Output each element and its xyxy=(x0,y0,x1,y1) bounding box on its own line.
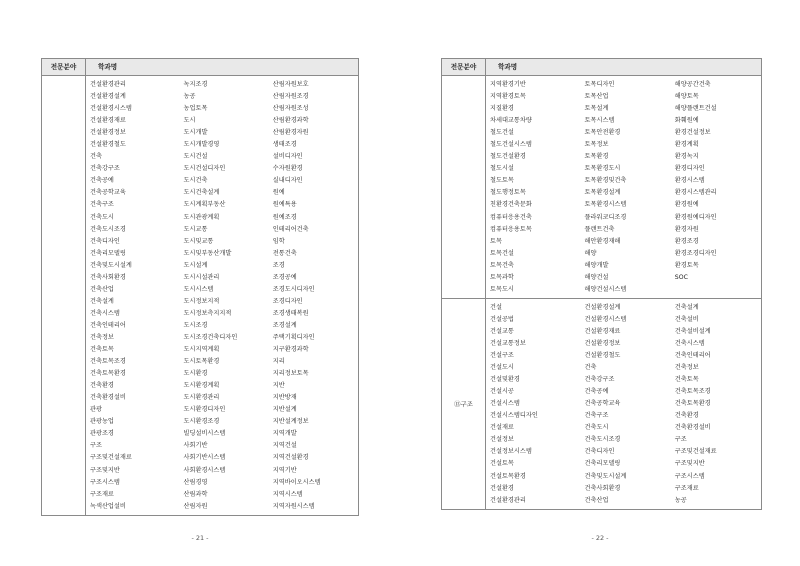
major-name: 건설및환경 xyxy=(490,376,520,384)
major-name: 농공 xyxy=(674,496,687,504)
major-name: 지리 xyxy=(272,358,285,366)
major-column xyxy=(581,79,671,296)
major-name: 토목환경 xyxy=(584,153,609,161)
major-name: 건설환경관리 xyxy=(490,496,526,504)
major-name: 철도건설환경 xyxy=(490,153,526,161)
major-name: 플랜트건축 xyxy=(584,225,615,233)
major-name: 임학 xyxy=(272,237,285,245)
major-name: 건축환경 xyxy=(674,412,699,420)
major-name: 도시및부동산개발 xyxy=(183,249,232,257)
major-name: 지역건설환경 xyxy=(272,454,309,462)
major-name: 도시지역계획 xyxy=(183,346,220,354)
major-name: 토목안전환경 xyxy=(584,129,621,137)
major-name: 도시및교통 xyxy=(183,237,214,245)
major-name: 해양건설 xyxy=(584,273,609,281)
major-name: 건축환경설비 xyxy=(90,394,126,402)
major-name: 해안환경재해 xyxy=(584,237,621,245)
major-name: 도시토목환경 xyxy=(183,358,220,366)
field-cell-structure: ⑬구조 xyxy=(442,298,486,509)
major-name: 건축환경 xyxy=(90,382,114,390)
major-name: 건축인테리어 xyxy=(674,352,711,360)
major-name: 수자원환경 xyxy=(272,165,303,173)
major-name: 토목과학 xyxy=(490,273,514,281)
major-name: 인테리어건축 xyxy=(272,225,309,233)
major-name: 녹색산업설비 xyxy=(90,502,126,510)
major-name: 건설환경시스템 xyxy=(584,315,627,323)
major-name: 해양 xyxy=(584,249,597,257)
major-name: 지역시스템 xyxy=(272,490,303,498)
major-name: 차세대교통차량 xyxy=(490,117,532,125)
major-name: 해양토목 xyxy=(674,93,699,101)
major-name: 컴퓨터응용건축 xyxy=(490,213,532,221)
major-name: 지구환경과학 xyxy=(272,346,309,354)
major-name: 관광조경 xyxy=(90,430,114,438)
major-name: 건설환경재료 xyxy=(584,327,621,335)
major-name: 토목환경설계 xyxy=(584,189,621,197)
majors-cell xyxy=(486,298,762,509)
major-column xyxy=(486,302,581,507)
major-name: 산림환경과학 xyxy=(272,117,309,125)
major-name: 건축환경설비 xyxy=(674,424,711,432)
major-name: 건설환경 xyxy=(490,484,514,492)
major-name: 구조시스템 xyxy=(90,478,120,486)
right-page xyxy=(400,0,800,566)
major-name: 원예 xyxy=(272,189,285,197)
major-name: 토목정보 xyxy=(584,141,609,149)
major-name: 산림환경자원 xyxy=(272,129,309,137)
major-name: 도시환경디자인 xyxy=(183,406,226,414)
major-column xyxy=(671,79,761,296)
major-name: 건설교통정보 xyxy=(490,339,526,347)
major-name: 건축리모델링 xyxy=(90,249,126,257)
major-name: 건축정보 xyxy=(674,364,699,372)
majors-cell xyxy=(86,76,359,516)
major-name: 환경건설정보 xyxy=(674,129,711,137)
major-name: 지반방재 xyxy=(272,394,297,402)
major-name: 구조 xyxy=(674,436,687,444)
major-name: 토목디자인 xyxy=(584,81,615,88)
major-name: 조경디자인 xyxy=(272,297,303,305)
major-name: 관광농업 xyxy=(90,418,114,426)
major-name: 건설시공 xyxy=(490,388,514,396)
major-name: 건설 xyxy=(490,303,502,311)
major-name: 건축도시조경 xyxy=(584,436,621,444)
major-name: 도시정보측지지적 xyxy=(183,309,232,317)
major-name: 도시건설 xyxy=(183,153,208,161)
major-name: 관광 xyxy=(90,406,102,414)
major-name: 건축인테리어 xyxy=(90,321,126,329)
major-name: 구조및지반 xyxy=(674,460,705,468)
table-row xyxy=(442,298,762,509)
major-name: 지질환경 xyxy=(490,105,514,113)
major-name: 지반 xyxy=(272,382,285,390)
major-name: 산림과학 xyxy=(183,490,208,498)
left-major-table xyxy=(41,58,359,516)
major-name: 화훼원예 xyxy=(674,117,699,125)
major-name: 환경조경 xyxy=(674,237,699,245)
major-name: 건축토목조경 xyxy=(674,388,711,396)
major-name: 건축토목 xyxy=(90,346,114,354)
major-name: 환경원예 xyxy=(674,201,699,209)
major-name: 구조및건설재료 xyxy=(90,454,132,462)
major-name: 토목 xyxy=(490,237,502,245)
major-name: 사회환경시스템 xyxy=(183,466,226,474)
major-column xyxy=(180,79,269,513)
major-name: 건축토목 xyxy=(674,376,699,384)
major-name: 플라워코디조경 xyxy=(584,213,627,221)
major-name: 건설시스템디자인 xyxy=(490,412,538,420)
major-name: 건축설비설계 xyxy=(674,327,711,335)
major-name: 건설환경철도 xyxy=(584,352,621,360)
major-name: 건설환경정보 xyxy=(584,339,621,347)
major-name: 지반설계정보 xyxy=(272,418,309,426)
major-name: 토목설계 xyxy=(584,105,609,113)
major-name: 건축시스템 xyxy=(674,339,705,347)
major-name: 주택기획디자인 xyxy=(272,333,315,341)
major-name: 철도건설시스템 xyxy=(490,141,532,149)
table-header xyxy=(442,59,762,76)
major-name: 환경디자인 xyxy=(674,165,705,173)
major-name: 건설공법 xyxy=(490,315,514,323)
major-name: 건축도시 xyxy=(584,424,609,432)
major-name: 지반설계 xyxy=(272,406,297,414)
major-name: 환경시스템관리 xyxy=(674,189,717,197)
major-name: 환경토목 xyxy=(674,261,699,269)
field-header: 전문분야 xyxy=(442,59,486,76)
major-name: 건설환경설계 xyxy=(584,303,621,311)
field-cell xyxy=(442,76,486,299)
major-header: 학과명 xyxy=(486,59,762,76)
major-name: 컴퓨터응용토목 xyxy=(490,225,532,233)
major-name: 건설재료 xyxy=(490,424,514,432)
major-name: 철도행정토목 xyxy=(490,189,526,197)
major-name: 건축리모델링 xyxy=(584,460,621,468)
major-name: 해양공간건축 xyxy=(674,81,711,88)
major-name: 도시설계 xyxy=(183,261,208,269)
field-header: 전문분야 xyxy=(42,59,86,76)
major-name: 토목시스템 xyxy=(584,117,615,125)
major-name: 구조 xyxy=(90,442,102,450)
major-name: 건설토목 xyxy=(490,460,514,468)
major-name: 산림자원조경 xyxy=(272,93,309,101)
major-name: 건축 xyxy=(584,364,597,372)
major-name: 건축 xyxy=(90,153,102,161)
major-name: 건축토목환경 xyxy=(674,400,711,408)
major-column xyxy=(269,79,358,513)
major-name: 건축도시 xyxy=(90,213,114,221)
major-name: 건설시스템 xyxy=(490,400,520,408)
major-name: 건설환경재료 xyxy=(90,117,126,125)
major-name: 사회기반 xyxy=(183,442,208,450)
major-name: 도시환경조경 xyxy=(183,418,220,426)
major-name: 건축토목환경 xyxy=(90,370,126,378)
major-name: 원예조경 xyxy=(272,213,297,221)
major-name: 원예특용 xyxy=(272,201,297,209)
major-name: 도시 xyxy=(183,117,196,125)
major-columns xyxy=(486,302,761,507)
major-name: 도시조경건축디자인 xyxy=(183,333,238,341)
major-name: 토목산업 xyxy=(584,93,609,101)
major-name: 전통건축 xyxy=(272,249,297,257)
major-name: 건설환경철도 xyxy=(90,141,126,149)
major-name: 도시건축 xyxy=(183,177,208,185)
field-cell xyxy=(42,76,86,516)
major-name: 구조재료 xyxy=(90,490,114,498)
major-name: 건축구조 xyxy=(584,412,609,420)
major-name: 지역환경기반 xyxy=(490,81,526,88)
major-name: 철도시설 xyxy=(490,165,514,173)
major-name: 건설교통 xyxy=(490,327,514,335)
major-column xyxy=(486,79,581,296)
major-column xyxy=(671,302,761,507)
major-name: 조경도시디자인 xyxy=(272,285,315,293)
major-name: 토목건설 xyxy=(490,249,514,257)
major-name: 건축디자인 xyxy=(584,448,615,456)
major-name: 건축강구조 xyxy=(584,376,615,384)
major-name: 환경시스템 xyxy=(674,177,705,185)
major-name: 실내디자인 xyxy=(272,177,303,185)
major-name: 건축및도시설계 xyxy=(584,472,627,480)
major-name: 도시시스템 xyxy=(183,285,214,293)
page-number: - 22 - xyxy=(591,534,609,542)
major-name: 건축공예 xyxy=(584,388,609,396)
page-number: - 21 - xyxy=(191,534,209,542)
major-name: 산림자원조성 xyxy=(272,105,309,113)
major-column xyxy=(581,302,671,507)
major-name: 지역환경토목 xyxy=(490,93,526,101)
major-name: 건축디자인 xyxy=(90,237,120,245)
major-name: 해양개발 xyxy=(584,261,609,269)
major-name: 건설도시 xyxy=(490,364,514,372)
major-name: 도시건설디자인 xyxy=(183,165,226,173)
major-name: 건축도시조경 xyxy=(90,225,126,233)
major-name: 산림자원보호 xyxy=(272,81,309,88)
major-name: 건설환경관리 xyxy=(90,81,126,88)
major-name: 건축사회환경 xyxy=(584,484,621,492)
major-name: 도시개발경영 xyxy=(183,141,220,149)
major-name: 건설토목환경 xyxy=(490,472,526,480)
major-name: 건축정보 xyxy=(90,333,114,341)
major-name: 토목도시 xyxy=(490,285,514,293)
major-name: 구조및건설재료 xyxy=(674,448,717,456)
major-name: 조경 xyxy=(272,261,285,269)
major-name: 건축사회환경 xyxy=(90,273,126,281)
major-name: 도시개발 xyxy=(183,129,208,137)
major-name: 구조및지반 xyxy=(90,466,120,474)
major-name: 생태조경 xyxy=(272,141,297,149)
major-name: 도시관광계획 xyxy=(183,213,220,221)
major-name: 지역건설 xyxy=(272,442,297,450)
major-name: 도시환경계획 xyxy=(183,382,220,390)
major-name: 건설환경시스템 xyxy=(90,105,132,113)
major-name: 사회기반시스템 xyxy=(183,454,226,462)
major-name: 도시환경 xyxy=(183,370,208,378)
major-name: 건축시스템 xyxy=(90,309,120,317)
major-name: 설비디자인 xyxy=(272,153,303,161)
major-name: 구조시스템 xyxy=(674,472,705,480)
major-name: 건설환경정보 xyxy=(90,129,126,137)
major-name: 건설구조 xyxy=(490,352,514,360)
major-name: 해양건설시스템 xyxy=(584,285,627,293)
table-header xyxy=(42,59,359,76)
major-name: 지역바이오시스템 xyxy=(272,478,321,486)
major-name: 녹지조경 xyxy=(183,81,208,88)
major-column xyxy=(86,79,180,513)
major-name: SOC xyxy=(674,273,688,281)
major-name: 토목환경도시 xyxy=(584,165,621,173)
majors-cell xyxy=(486,76,762,299)
major-name: 철도토목 xyxy=(490,177,514,185)
major-name: 지리정보토목 xyxy=(272,370,309,378)
major-name: 건축산업 xyxy=(90,285,114,293)
major-name: 환경원예디자인 xyxy=(674,213,717,221)
major-name: 농업토목 xyxy=(183,105,208,113)
major-name: 산림경영 xyxy=(183,478,208,486)
major-name: 토목환경시스템 xyxy=(584,201,627,209)
major-name: 건축공학교육 xyxy=(90,189,126,197)
major-name: 건축설계 xyxy=(674,303,699,311)
major-name: 환경녹지 xyxy=(674,153,699,161)
major-name: 건설환경설계 xyxy=(90,93,126,101)
major-name: 철도건설 xyxy=(490,129,514,137)
table-row xyxy=(442,76,762,299)
major-name: 도시정보지적 xyxy=(183,297,220,305)
major-name: 건축설비 xyxy=(674,315,699,323)
major-name: 환경자원 xyxy=(674,225,699,233)
major-name: 농공 xyxy=(183,93,196,101)
major-name: 빌딩설비시스템 xyxy=(183,430,226,438)
major-name: 건축및도시설계 xyxy=(90,261,132,269)
major-name: 토목건축 xyxy=(490,261,514,269)
major-name: 구조재료 xyxy=(674,484,699,492)
table-row xyxy=(42,76,359,516)
major-name: 토목환경및건축 xyxy=(584,177,627,185)
major-name: 건축공예 xyxy=(90,177,114,185)
major-name: 건축설계 xyxy=(90,297,114,305)
major-name: 조경공예 xyxy=(272,273,297,281)
major-header: 학과명 xyxy=(86,59,359,76)
major-name: 지역기반 xyxy=(272,466,297,474)
major-name: 조경설계 xyxy=(272,321,297,329)
major-name: 환경조경디자인 xyxy=(674,249,717,257)
major-columns xyxy=(486,79,761,296)
major-name: 건축공학교육 xyxy=(584,400,621,408)
major-name xyxy=(675,284,761,296)
major-name: 조경생태복원 xyxy=(272,309,309,317)
major-name: 환경계획 xyxy=(674,141,699,149)
major-name: 산림자원 xyxy=(183,502,208,510)
major-name: 건축구조 xyxy=(90,201,114,209)
major-name: 도시계획부동산 xyxy=(183,201,226,209)
major-name: 건설정보 xyxy=(490,436,514,444)
major-name: 해양플랜트건설 xyxy=(674,105,717,113)
major-columns xyxy=(86,79,358,513)
major-name: 도시건축설계 xyxy=(183,189,220,197)
major-name: 건축산업 xyxy=(584,496,609,504)
major-name: 지역자원시스템 xyxy=(272,502,315,510)
major-name: 도시시설관리 xyxy=(183,273,220,281)
major-name: 도시교통 xyxy=(183,225,208,233)
major-name: 도시조경 xyxy=(183,321,208,329)
major-name: 건설정보시스템 xyxy=(490,448,532,456)
major-name: 건축강구조 xyxy=(90,165,120,173)
major-name: 건축토목조경 xyxy=(90,358,126,366)
major-name: 지역개발 xyxy=(272,430,297,438)
major-name: 도시환경관리 xyxy=(183,394,220,402)
major-name: 친환경건축문화 xyxy=(490,201,532,209)
right-major-table xyxy=(441,58,762,510)
